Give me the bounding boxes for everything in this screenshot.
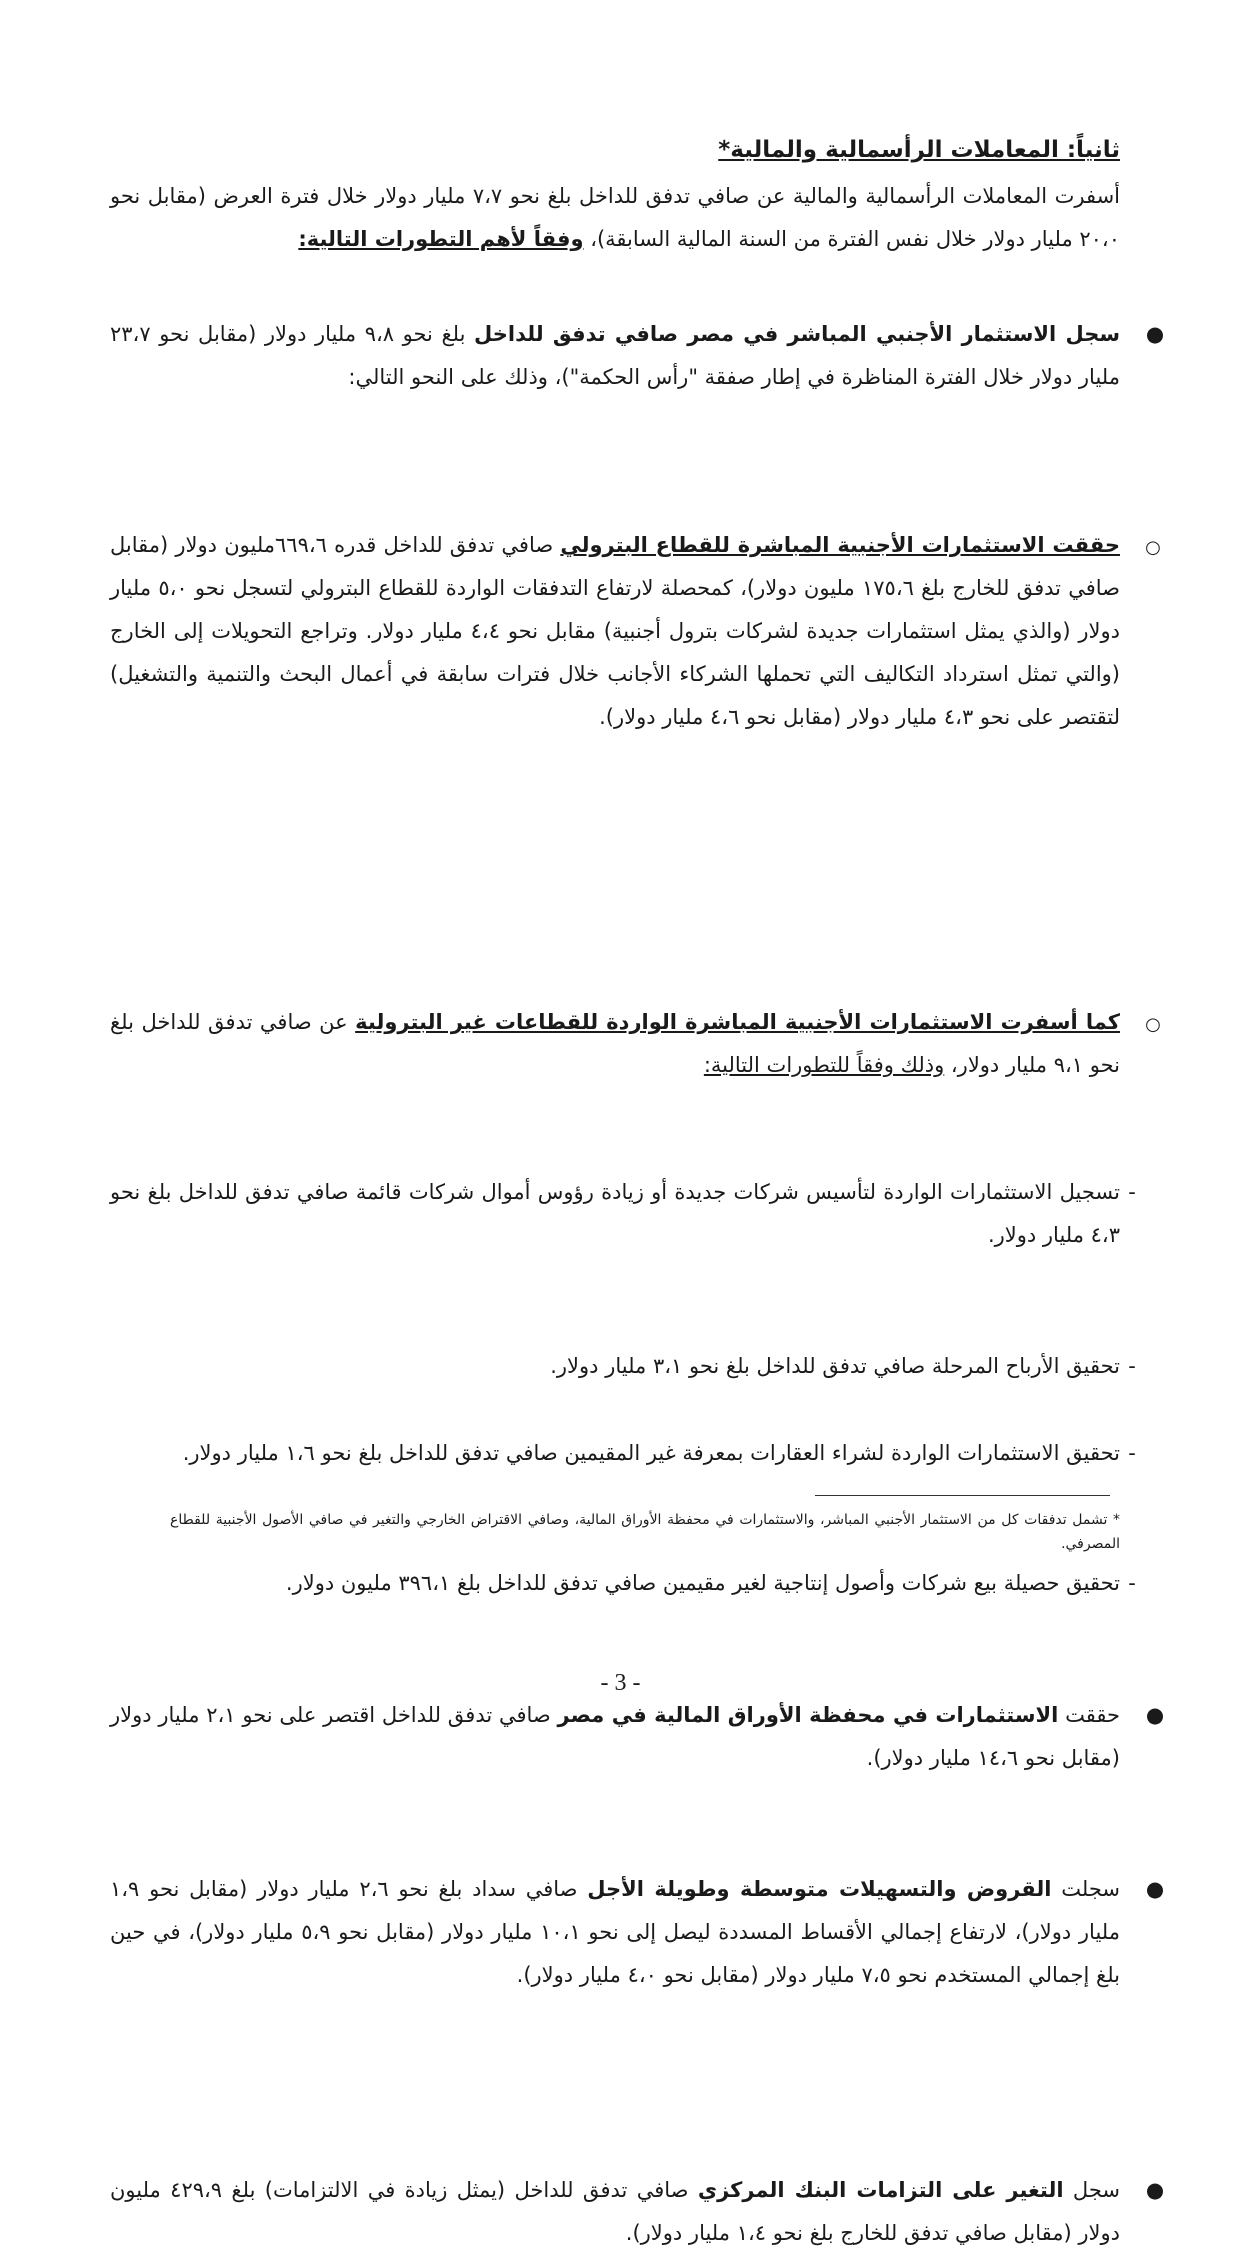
dash-item-text: تحقيق الاستثمارات الواردة لشراء العقارات بمعرفة غير المقيمين صافي تدفق للداخل بلغ نحو ١،٦ مليار دولار. — [182, 1441, 1120, 1465]
dash-item-text: تحقيق حصيلة بيع شركات وأصول إنتاجية لغير مقيمين صافي تدفق للداخل بلغ ٣٩٦،١ مليون دولار. — [285, 1571, 1120, 1595]
dash-item-text: تسجيل الاستثمارات الواردة لتأسيس شركات جديدة أو زيادة رؤوس أموال شركات قائمة صافي تدفق للداخل بلغ نحو ٤،٣ مليار دولار. — [110, 1180, 1120, 1247]
bullet-marker: ● — [1145, 2178, 1165, 2202]
bullet-cbe-bold: التغير على التزامات البنك المركزي — [697, 2178, 1064, 2202]
bullet-fdi-text: بلغ نحو ٩،٨ مليار دولار (مقابل نحو ٢٣،٧ مليار دولار خلال الفترة المناظرة في إطار صفقة "رأس الحكمة")، وذلك على النحو التالي: — [110, 322, 1120, 389]
dash-item-text: تحقيق الأرباح المرحلة صافي تدفق للداخل بلغ نحو ٣،١ مليار دولار. — [550, 1354, 1120, 1378]
sub-petroleum — [110, 524, 1180, 739]
dash-item — [110, 1171, 1176, 1257]
section-heading: ثانياً: المعاملات الرأسمالية والمالية* — [718, 137, 1120, 163]
sub-nonpetroleum — [110, 1001, 1180, 1087]
footnote: * تشمل تدفقات كل من الاستثمار الأجنبي المباشر، والاستثمارات في محفظة الأوراق المالية، وصافي الاقتراض الخارجي والتغير في صافي الأصول الأجنبية للقطاع المصرفي. — [170, 1512, 1120, 1552]
bullet-portfolio-text: صافي تدفق للداخل اقتصر على نحو ٢،١ مليار دولار (مقابل نحو ١٤،٦ مليار دولار). — [110, 1703, 1120, 1770]
sub-nonpetroleum-bold: كما أسفرت الاستثمارات الأجنبية المباشرة الواردة للقطاعات غير البترولية — [355, 1010, 1120, 1034]
sub-nonpetroleum-text: عن صافي تدفق للداخل بلغ نحو ٩،١ مليار دولار، — [110, 1010, 1120, 1077]
sub-marker: ○ — [1145, 537, 1161, 558]
sub-petroleum-text: صافي تدفق للداخل قدره ٦٦٩،٦مليون دولار (مقابل صافي تدفق للخارج بلغ ١٧٥،٦ مليون دولار)، كمحصلة لارتفاع التدفقات الواردة للقطاع البترولي لتسجل نحو ٥،٠ مليار دولار (والذي يمثل استثمارات جديدة لشركات بترول أجنبية) مقابل نحو ٤،٤ مليار دولار. وتراجع التحويلات إلى الخارج (والتي تمثل استرداد التكاليف التي تحملها الشركاء الأجانب خلال فترات سابقة في أعمال البحث والتنمية والتشغيل) لتقتصر على نحو ٤،٣ مليار دولار (مقابل نحو ٤،٦ مليار دولار). — [110, 533, 1121, 729]
dash-item — [110, 1562, 1176, 1605]
bullet-cbe-pre: سجل — [1063, 2178, 1120, 2202]
dash-item — [110, 1432, 1176, 1475]
bullet-marker: ● — [1145, 322, 1165, 346]
bullet-loans-text: صافي سداد بلغ نحو ٢،٦ مليار دولار (مقابل نحو ١،٩ مليار دولار)، لارتفاع إجمالي الأقساط المسددة ليصل إلى نحو ١٠،١ مليار دولار (مقابل نحو ٥،٩ مليار دولار)، في حين بلغ إجمالي المستخدم نحو ٧،٥ مليار دولار (مقابل نحو ٤،٠ مليار دولار). — [110, 1877, 1120, 1987]
bullet-portfolio-pre: حققت — [1058, 1703, 1120, 1727]
bullet-portfolio — [110, 1694, 1180, 1780]
bullet-fdi-bold: سجل الاستثمار الأجنبي المباشر في مصر صافي تدفق للداخل — [474, 322, 1120, 346]
bullet-marker: ● — [1145, 1703, 1165, 1727]
bullet-loans-pre: سجلت — [1051, 1877, 1120, 1901]
bullet-cbe — [110, 2169, 1180, 2255]
footnote-divider — [815, 1495, 1110, 1496]
bullet-loans-bold: القروض والتسهيلات متوسطة وطويلة الأجل — [587, 1877, 1052, 1901]
bullet-cbe-text: صافي تدفق للداخل (يمثل زيادة في الالتزامات) بلغ ٤٢٩،٩ مليون دولار (مقابل صافي تدفق للخارج بلغ نحو ١،٤ مليار دولار). — [110, 2178, 1120, 2245]
intro-text: أسفرت المعاملات الرأسمالية والمالية عن صافي تدفق للداخل بلغ نحو ٧،٧ مليار دولار خلال فترة العرض (مقابل نحو ٢٠،٠ مليار دولار خلال نفس الفترة من السنة المالية السابقة)، — [110, 184, 1121, 251]
bullet-fdi — [110, 313, 1180, 399]
dash-marker: - — [1128, 1354, 1136, 1378]
bullet-marker: ● — [1145, 1877, 1165, 1901]
intro-underlined: وفقاً لأهم التطورات التالية: — [298, 227, 584, 251]
dash-marker: - — [1128, 1571, 1136, 1595]
sub-petroleum-bold: حققت الاستثمارات الأجنبية المباشرة للقطاع البترولي — [560, 533, 1120, 557]
sub-nonpetroleum-underlined: وذلك وفقاً للتطورات التالية: — [703, 1053, 945, 1077]
bullet-loans — [110, 1868, 1180, 1997]
sub-marker: ○ — [1145, 1014, 1161, 1035]
bullet-portfolio-bold: الاستثمارات في محفظة الأوراق المالية في مصر — [557, 1703, 1059, 1727]
dash-marker: - — [1128, 1441, 1136, 1465]
intro-paragraph — [110, 175, 1120, 261]
dash-marker: - — [1128, 1180, 1136, 1204]
dash-item — [110, 1345, 1176, 1388]
page-number: - 3 - — [600, 1670, 641, 1696]
